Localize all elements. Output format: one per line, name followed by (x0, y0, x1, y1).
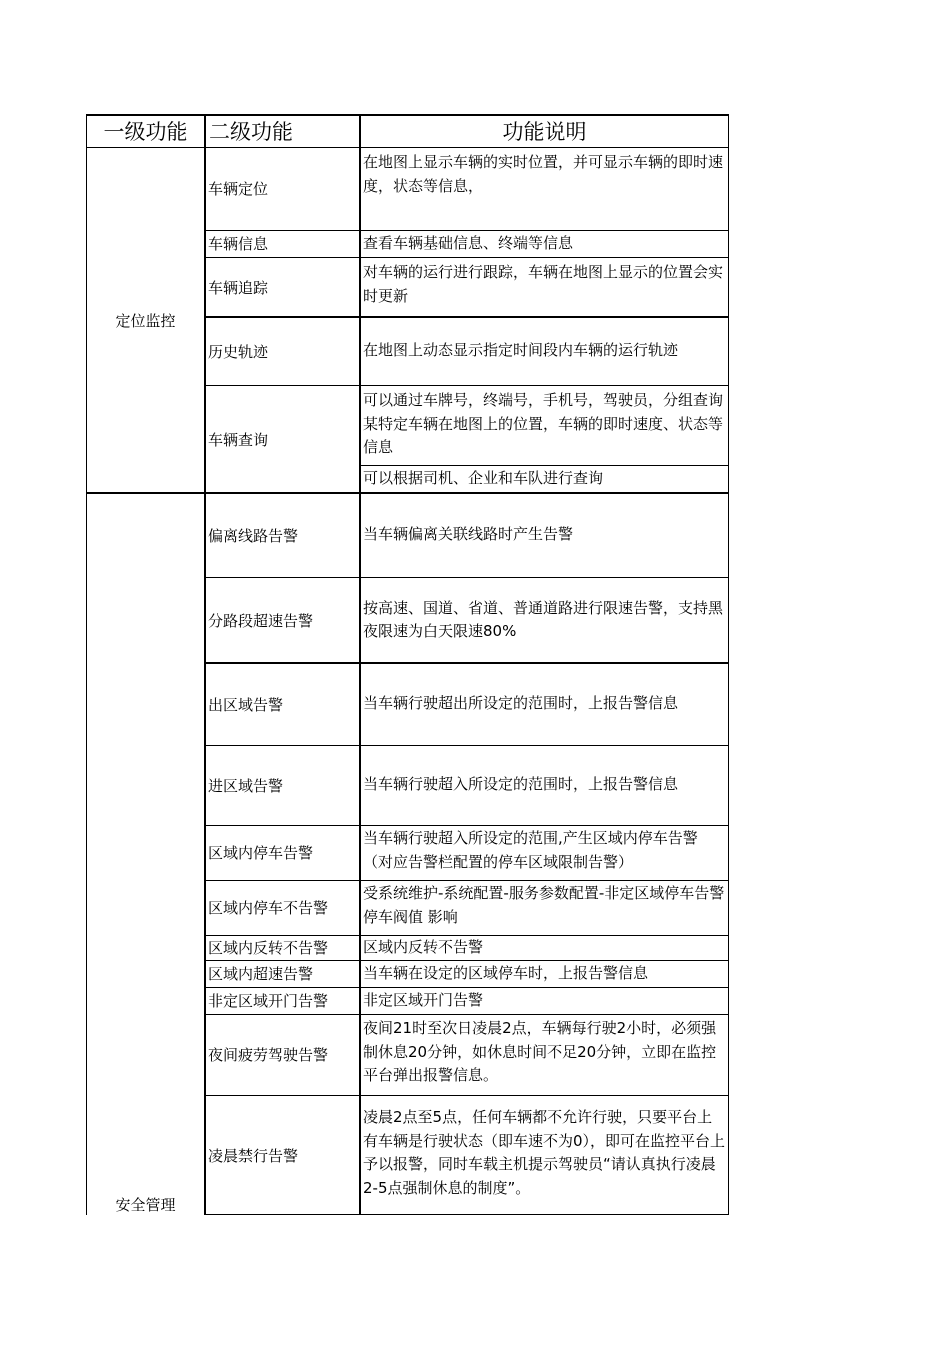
level2-cell: 夜间疲劳驾驶告警 (208, 1046, 329, 1064)
row-divider (205, 385, 729, 386)
header-bottom-line (86, 147, 729, 148)
level2-cell: 出区域告警 (208, 695, 284, 714)
description-cell: 在地图上显示车辆的实时位置，并可显示车辆的即时速度，状态等信息， (363, 153, 724, 195)
row-divider (205, 1095, 729, 1096)
table-bottom-line (205, 1214, 729, 1215)
level2-cell: 非定区域开门告警 (208, 992, 329, 1010)
header-level1: 一级功能 (103, 119, 188, 144)
row-divider (205, 577, 729, 578)
row-divider (205, 257, 729, 258)
table-border-top (86, 114, 729, 116)
row-divider (205, 825, 729, 826)
description-cell: 凌晨2点至5点，任何车辆都不允许行驶，只要平台上有车辆是行驶状态（即车速不为0），即可在监控平台上予以报警，同时车载主机提示驾驶员“请认真执行凌晨2-5点强制休息的制度”。 (363, 1108, 726, 1197)
description-cell: 在地图上动态显示指定时间段内车辆的运行轨迹 (363, 341, 679, 360)
group-cell-positioning: 定位监控 (115, 311, 176, 330)
header-description: 功能说明 (502, 119, 587, 144)
table-border-right (728, 114, 729, 1215)
description-cell: 可以根据司机、企业和车队进行查询 (363, 469, 604, 488)
column-divider-1 (204, 114, 206, 1215)
description-cell: 夜间21时至次日凌晨2点，车辆每行驶2小时，必须强制休息20分钟，如休息时间不足20分钟，立即在监控平台弹出报警信息。 (363, 1019, 717, 1084)
level2-cell: 车辆查询 (208, 430, 269, 449)
row-divider (205, 1014, 729, 1015)
description-cell: 当车辆在设定的区域停车时，上报告警信息 (363, 963, 649, 982)
row-divider (205, 960, 729, 961)
level2-cell: 分路段超速告警 (208, 611, 314, 630)
header-level2: 二级功能 (209, 119, 293, 144)
row-divider (205, 987, 729, 988)
level2-cell: 凌晨禁行告警 (208, 1146, 299, 1165)
description-cell: 按高速、国道、省道、普通道路进行限速告警，支持黑夜限速为白天限速80% (363, 598, 724, 640)
description-cell: 查看车辆基础信息、终端等信息 (363, 233, 574, 252)
level2-cell: 区域内停车不告警 (208, 899, 329, 917)
table-border-left (86, 114, 87, 1215)
description-cell: 当车辆行驶超出所设定的范围时，上报告警信息 (363, 694, 679, 713)
description-cell: 区域内反转不告警 (363, 937, 484, 956)
description-cell: 对车辆的运行进行跟踪，车辆在地图上显示的位置会实时更新 (363, 263, 724, 305)
level2-cell: 区域内停车告警 (208, 844, 314, 862)
level2-cell: 车辆追踪 (208, 278, 269, 297)
group-divider-line (86, 492, 729, 494)
row-divider (205, 662, 729, 664)
level2-cell: 区域内反转不告警 (208, 939, 329, 957)
level2-cell: 偏离线路告警 (208, 526, 299, 545)
row-divider (205, 230, 729, 231)
description-cell: 当车辆行驶超入所设定的范围时，上报告警信息 (363, 775, 679, 794)
level2-cell: 进区域告警 (208, 776, 284, 795)
group-cell-safety: 安全管理 (115, 1196, 176, 1214)
description-cell: 当车辆行驶超入所设定的范围,产生区域内停车告警（对应告警栏配置的停车区域限制告警） (363, 829, 698, 871)
level2-cell: 区域内超速告警 (208, 965, 314, 983)
level2-cell: 历史轨迹 (208, 342, 269, 361)
level2-cell: 车辆定位 (208, 180, 269, 198)
row-divider (205, 935, 729, 936)
row-divider (205, 316, 729, 318)
description-cell: 可以通过车牌号，终端号，手机号，驾驶员，分组查询某特定车辆在地图上的位置，车辆的即时速度、状态等信息 (363, 391, 724, 456)
level2-cell: 车辆信息 (208, 235, 269, 253)
row-divider (205, 745, 729, 746)
description-cell: 受系统维护-系统配置-服务参数配置-非定区域停车告警停车阀值 影响 (363, 884, 725, 926)
description-cell: 当车辆偏离关联线路时产生告警 (363, 525, 574, 544)
row-divider (360, 465, 729, 466)
description-cell: 非定区域开门告警 (363, 990, 484, 1009)
column-divider-2 (359, 114, 361, 1215)
function-table (86, 114, 729, 1215)
row-divider (205, 880, 729, 881)
